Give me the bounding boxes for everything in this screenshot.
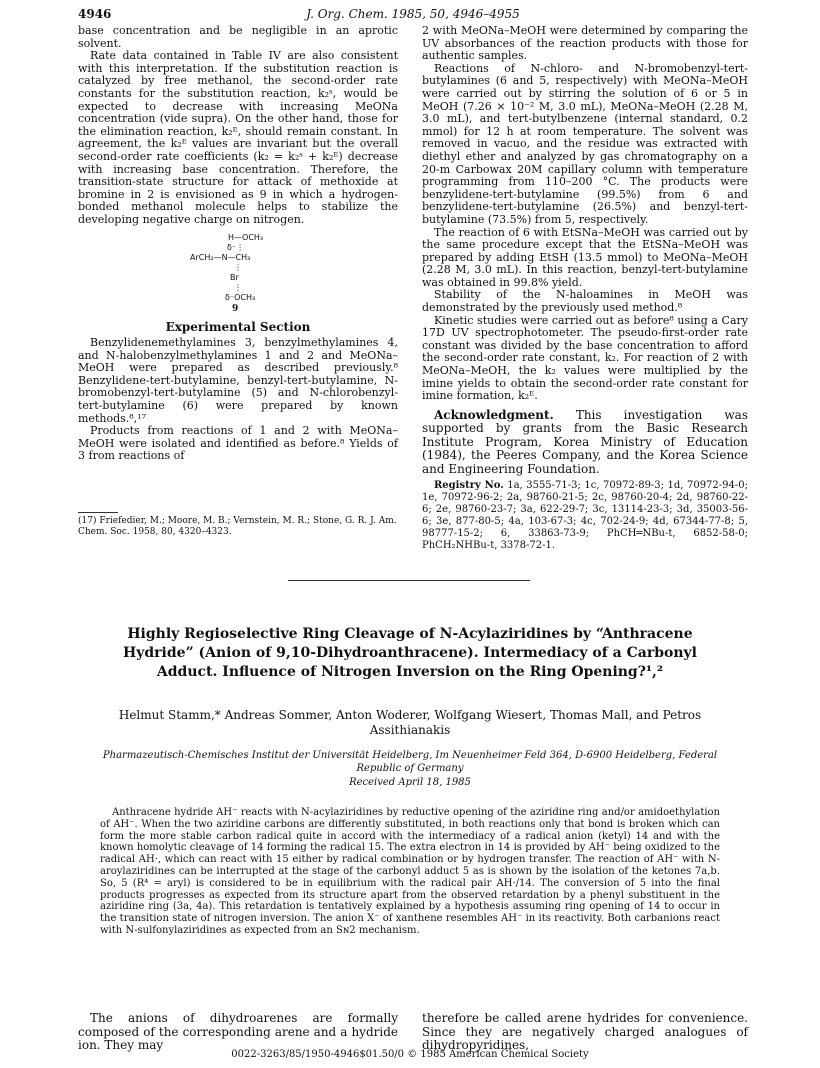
structure-text: ArCH₂—N—CH₃ xyxy=(190,252,251,262)
paragraph: The reaction of 6 with EtSNa–MeOH was carried out by the same procedure except that the EtSNa–MeOH was prepared by adding EtSH (13.5 mmol) to MeONa–MeOH (2.28 M, 3.0 mL). In this reaction, benzyl-tert-butylamine was obtained in 99.8% yield. xyxy=(422,225,748,289)
paragraph: 2 with MeONa–MeOH were determined by comparing the UV absorbances of the reaction products with those for authentic samples. xyxy=(422,24,748,63)
article-divider xyxy=(288,580,530,581)
authors: Helmut Stamm,* Andreas Sommer, Anton Woderer, Wolfgang Wiesert, Thomas Mall, and Petros Assithianakis xyxy=(118,708,702,737)
received-date: Received April 18, 1985 xyxy=(349,777,471,788)
intro-right: therefore be called arene hydrides for convenience. Since they are negatively charged analogues of dihydropyridines, xyxy=(422,1011,748,1052)
paragraph: Rate data contained in Table IV are also consistent with this interpretation. If the substitution reaction is catalyzed by free methanol, the second-order rate constants for the substitution reaction, k₂ˢ, would be expected to decrease with increasing MeONa concentration (vide supra). On the other hand, those for the elimination reaction, k₂ᴱ, should remain constant. In agreement, the k₂ᴱ values are invariant but the overall second-order rate coefficients (k₂ = k₂ˢ + k₂ᴱ) decrease with increasing base concentration. Therefore, the transition-state structure for attack of methoxide at bromine in 2 is envisioned as 9 in which a hydrogen-bonded methanol molecule helps to stabilize the developing negative charge on nitrogen. xyxy=(78,49,398,226)
copyright-footer: 0022-3263/85/1950-4946$01.50/0 © 1985 American Chemical Society xyxy=(231,1049,589,1060)
paragraph: Kinetic studies were carried out as before⁸ using a Cary 17D UV spectrophotometer. The pseudo-first-order rate constant was divided by the base concentration to afford the second-order rate constant, k₂. For reaction of 2 with MeONa–MeOH, the k₂ values were multiplied by the imine yields to obtain the second-order rate constant for imine formation, k₂ᴱ. xyxy=(422,313,748,403)
registry-text: 1a, 3555-71-3; 1c, 70972-89-3; 1d, 70972-94-0; 1e, 70972-96-2; 2a, 98760-21-5; 2c, 98760-20-4; 2d, 98760-22-6; 2e, 98760-23-7; 3a, 622-29-7; 3c, 13114-23-3; 3d, 35003-56-6; 3e, 877-80-5; 4a, 103-67-3; 4c, 702-24-9; 4d, 67344-77-8; 5, 98777-15-2; 6, 33863-73-9; PhCH═NBu-t, 6852-58-0; PhCH₂NHBu-t, 3378-72-1. xyxy=(422,480,748,552)
structure-text: δ⁻OCH₃ xyxy=(225,292,256,302)
intro-left: The anions of dihydroarenes are formally composed of the corresponding arene and a hydride ion. They may xyxy=(78,1011,398,1052)
acknowledgment xyxy=(422,409,748,477)
paragraph: Products from reactions of 1 and 2 with MeONa–MeOH were isolated and identified as before.⁸ Yields of 3 from reactions of xyxy=(78,424,398,463)
footnote-rule xyxy=(78,512,118,513)
paragraph: base concentration and be negligible in an aprotic solvent. xyxy=(78,24,398,50)
page-number: 4946 xyxy=(78,7,112,21)
registry-heading: Registry No. xyxy=(434,480,504,492)
structure-text: ⋮ xyxy=(234,262,242,272)
section-heading: Experimental Section xyxy=(165,319,311,334)
abstract: Anthracene hydride AH⁻ reacts with N-acylaziridines by reductive opening of the aziridine ring and/or amidoethylation of AH⁻. When the two aziridine carbons are differently substituted, in both reactions only that bond is broken which can form the more stable carbon radical quite in accord with the intermediacy of a radical anion (ketyl) 14 and with the known homolytic cleavage of 14 forming the radical 15. The extra electron in 14 is provided by AH⁻ being oxidized to the radical AH·, which can react with 15 either by radical combination or by hydrogen transfer. The reaction of AH⁻ with N-aroylaziridines can be interrupted at the stage of the carbonyl adduct 5 as is shown by the isolation of the ketones 7a,b. So, 5 (R⁴ = aryl) is considered to be in equilibrium with the radical pair AH·/14. The conversion of 5 into the final products progresses as expected from its structure apart from the observed retardation by a phenyl substituent in the aziridine ring (3a, 4a). This retardation is tentatively explained by a hypothesis assuming ring opening of 14 to occur in the transition state of nitrogen inversion. The anion X⁻ of xanthene resembles AH⁻ in its reactivity. Both carbanions react with N-sulfonylaziridines as expected from an Sɴ2 mechanism. xyxy=(100,807,720,936)
structure-9 xyxy=(78,231,398,315)
structure-text: δ⁻⋮ xyxy=(227,242,245,252)
acknowledgment-text: This investigation was supported by grants from the Basic Research Institute Program, Korea Ministry of Education (1984), the Peeres Company, and the Korea Science and Engineering Foundation. xyxy=(422,407,748,476)
structure-label: 9 xyxy=(232,303,239,314)
paragraph: Reactions of N-chloro- and N-bromobenzyl-tert-butylamines (6 and 5, respectively) with MeONa–MeOH were carried out by stirring the solution of 6 or 5 in MeOH (7.26 × 10⁻² M, 3.0 mL), MeONa–MeOH (2.28 M, 3.0 mL), and tert-butylbenzene (internal standard, 0.2 mmol) for 12 h at room temperature. The solvent was removed in vacuo, and the residue was extracted with diethyl ether and analyzed by gas chromatography on a 20-m Carbowax 20M capillary column with temperature programming from 110–200 °C. The products were benzylidene-tert-butylamine (99.5%) from 6 and benzylidene-tert-butylamine (26.5%) and benzyl-tert-butylamine (73.5%) from 5, respectively. xyxy=(422,61,748,226)
left-column xyxy=(78,25,398,463)
structure-text: Br xyxy=(230,272,239,282)
registry-numbers xyxy=(422,480,748,552)
affiliation: Pharmazeutisch-Chemisches Institut der Universität Heidelberg, Im Neuenheimer Feld 364, D-6900 Heidelberg, Federal Republic of Germany xyxy=(102,750,718,774)
paragraph: Stability of the N-haloamines in MeOH was demonstrated by the previously used method.⁸ xyxy=(422,288,748,315)
paragraph: Benzylidenemethylamines 3, benzylmethylamines 4, and N-halobenzylmethylamines 1 and 2 and MeONa–MeOH were prepared as described previously.⁸ Benzylidene-tert-butylamine, benzyl-tert-butylamine, N-bromobenzyl-tert-butylamine (5) and N-chlorobenzyl-tert-butylamine (6) were prepared by known methods.⁸,¹⁷ xyxy=(78,336,398,425)
article-title: Highly Regioselective Ring Cleavage of N-Acylaziridines by “Anthracene Hydride” (Anion of 9,10-Dihydroanthracene). Intermediacy of a Carbonyl Adduct. Influence of Nitrogen Inversion on the Ring Opening?¹,² xyxy=(123,626,697,680)
running-header xyxy=(78,7,748,23)
acknowledgment-heading: Acknowledgment. xyxy=(434,407,554,422)
structure-text: H—OCH₃ xyxy=(228,232,264,242)
structure-text: ⋮ xyxy=(234,282,242,292)
footnote: (17) Friefedier, M.; Moore, M. B.; Vernstein, M. R.; Stone, G. R. J. Am. Chem. Soc. 1958, 80, 4320–4323. xyxy=(78,516,397,537)
right-column xyxy=(422,25,748,552)
journal-citation: J. Org. Chem. 1985, 50, 4946–4955 xyxy=(306,7,520,21)
